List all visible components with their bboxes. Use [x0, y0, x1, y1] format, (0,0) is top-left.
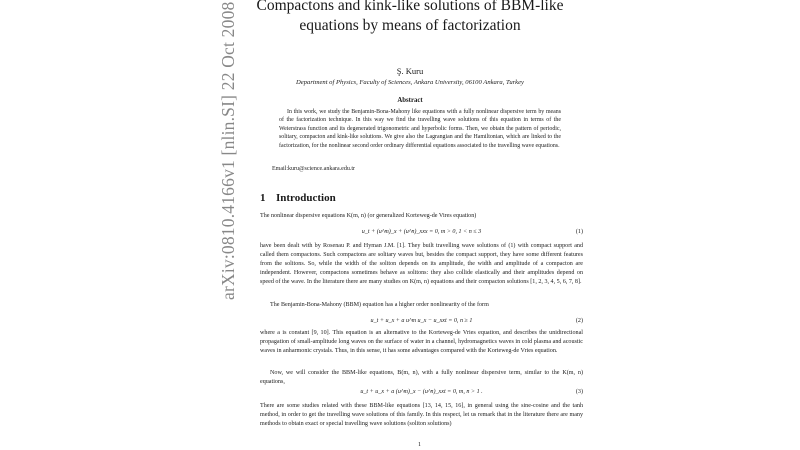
paragraph-6: There are some studies related with these BBM-like equations [13, 14, 15, 16], in general using the sine-cosine and the tanh method, in order to get the travelling wave solutions of this family. In this respect, let us remark that in the literature there are many methods to obtain exact or special travelling wave solutions (soliton solutions)	[260, 403, 583, 428]
paragraph-4: where a is constant [9, 10]. This equation is an alternative to the Korteweg-de Vries equation, and describes the unidirectional propagation of small-amplitude long waves on the surface of water in a channel, hydromagnetics waves in cold plasma and acoustic waves in anharmonic crystals. Thus, in this sense, it has some advantages compared with the Korteweg-de Vries equation.	[260, 330, 583, 355]
equation-3-body: u_t + u_x + a (u^m)_x − (u^n)_xxt = 0, m, n > 1 .	[360, 389, 483, 395]
page-number: 1	[418, 441, 422, 448]
paragraph-5: Now, we will consider the BBM-like equations, B(m, n), with a fully nonlinear dispersive term, similar to the K(m, n) equations,	[260, 370, 583, 386]
abstract-text: In this work, we study the Benjamin-Bona-Mahony like equations with a fully nonlinear dispersive term by means of the factorization technique. In this way we find the travelling wave solutions of this equation in terms of the Weierstrass function and its degenerated trigonometric and hyperbolic forms. Then, we obtain the pattern of periodic, solitary, compacton and kink-like solutions. We give also the Lagrangian and the Hamiltonian, which are linked to the factorization, for the nonlinear second order ordinary differential equations associated to the travelling wave equations.	[279, 109, 561, 149]
abstract-heading: Abstract	[397, 97, 423, 104]
equation-2-number: (2)	[575, 318, 583, 324]
affiliation: Department of Physics, Faculty of Sciences, Ankara University, 06100 Ankara, Turkey	[296, 79, 524, 86]
equation-1-body: u_t + (u^m)_x + (u^n)_xxx = 0, m > 0, 1 < n ≤ 3	[361, 229, 482, 235]
section-heading	[260, 192, 336, 204]
section-number: 1	[260, 192, 266, 204]
email: Email:kuru@science.ankara.edu.tr	[272, 166, 355, 172]
equation-2-body: u_t + u_x + a u^m u_x − u_xxt = 0, n ≥ 1	[370, 318, 473, 324]
arxiv-stamp: arXiv:0810.4166v1 [nlin.SI] 22 Oct 2008	[218, 1, 238, 300]
paragraph-1: The nonlinear dispersive equations K(m, n) (or generalized Korteweg-de Vires equation)	[260, 213, 477, 219]
author: Ş. Kuru	[396, 66, 424, 76]
paper-title: Compactons and kink-like solutions of BBM-like equations by means of factorization	[256, 0, 564, 34]
equation-1-number: (1)	[575, 229, 583, 235]
paragraph-3: The Benjamin-Bona-Mahony (BBM) equation has a higher order nonlinearity of the form	[270, 302, 489, 308]
equation-3-number: (3)	[575, 389, 583, 395]
section-title: Introduction	[276, 192, 336, 204]
paragraph-2: have been dealt with by Rosenau P. and Hyman J.M. [1]. They built travelling wave solutions of (1) with compact support and called them compactons. Such compactons are solitary waves but, besides the compact support, they have some different features from the solitons. So, while the width of the soliton depends on its amplitude, the width and amplitude of a compacton are independent. However, compactons sometimes behave as solitons: they also collide elastically and their amplitudes depend on speed of the wave. In the literature there are many studies on K(m, n) equations and their compacton solutions [1, 2, 3, 4, 5, 6, 7, 8].	[260, 243, 583, 286]
